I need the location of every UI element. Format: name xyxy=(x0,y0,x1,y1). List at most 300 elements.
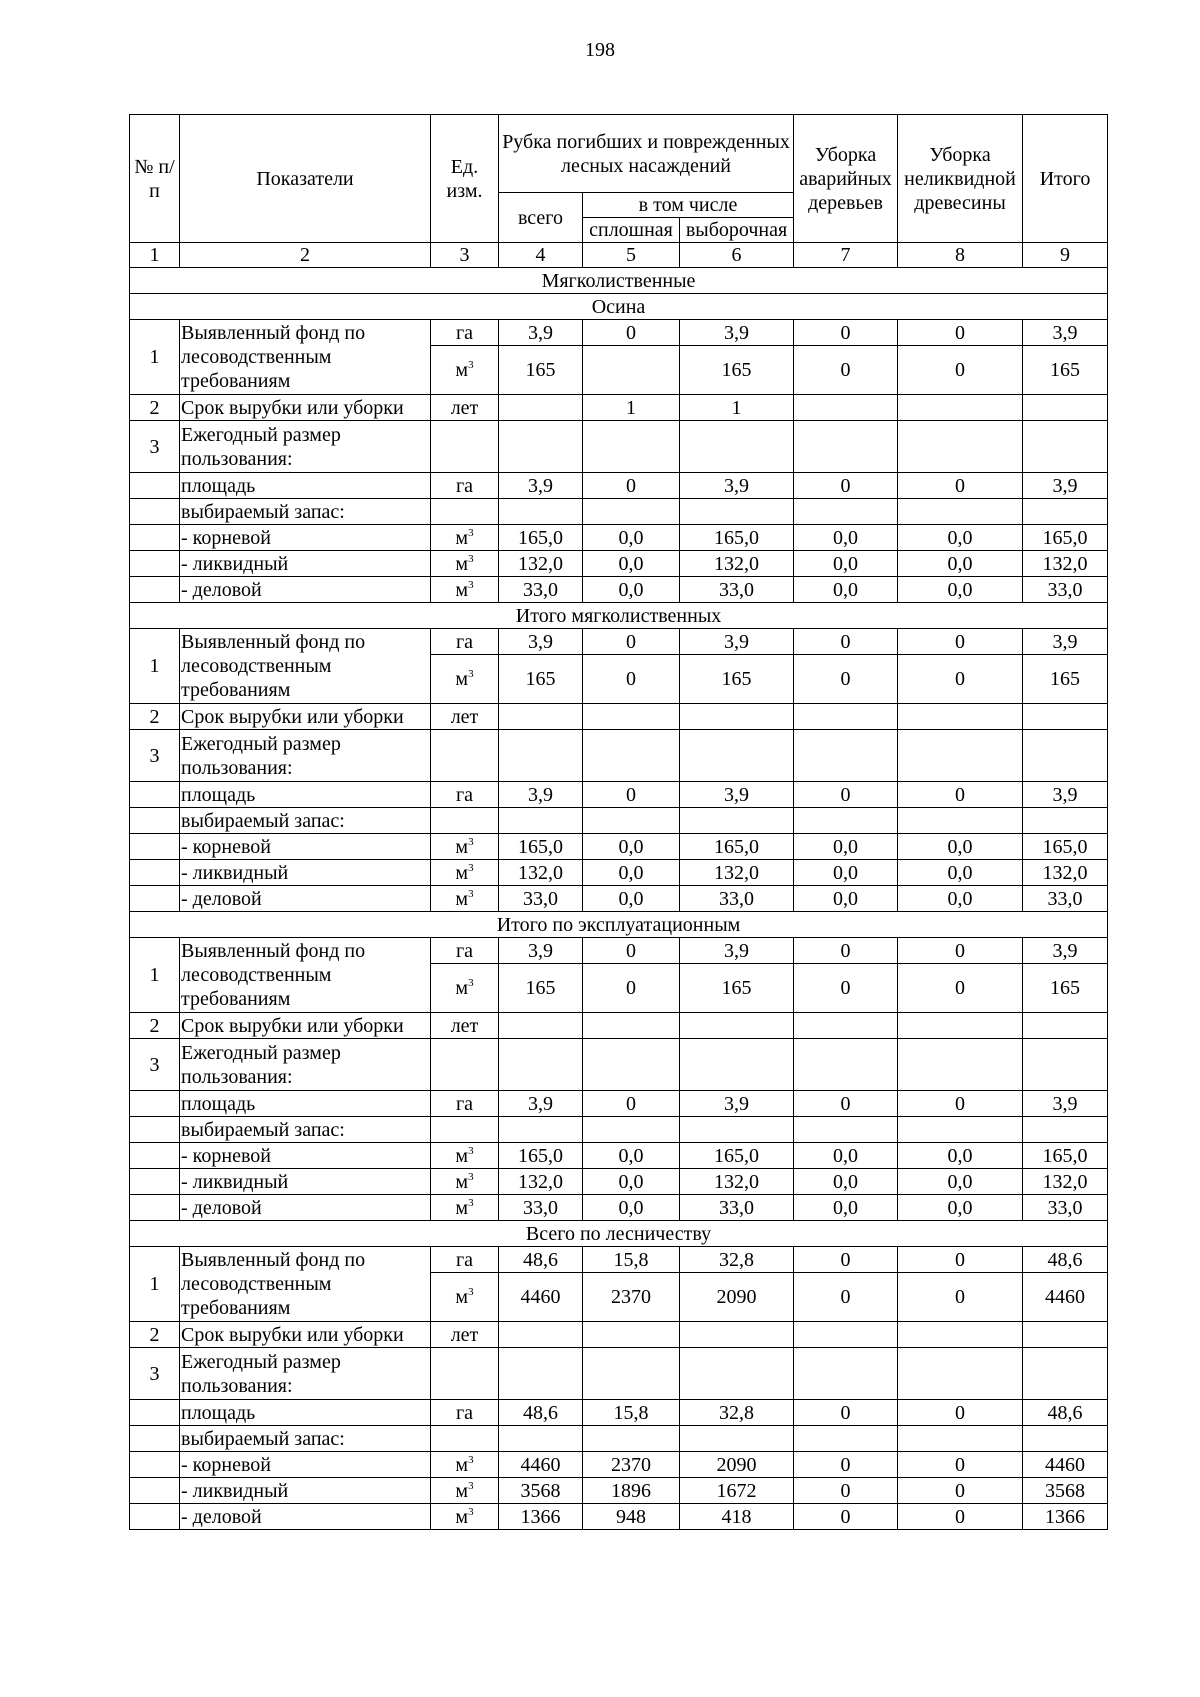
value-cell: 1 xyxy=(583,395,680,421)
empty-cell xyxy=(680,730,794,782)
row-number: 2 xyxy=(130,704,180,730)
value-cell: 3,9 xyxy=(499,320,583,346)
header-selective-felling: выборочная xyxy=(680,218,794,243)
indicator-label: Выявленный фонд по лесоводственным требованиям xyxy=(180,1247,431,1322)
unit-text: м xyxy=(455,1144,469,1167)
empty-cell xyxy=(431,808,499,834)
unit-superscript: 3 xyxy=(468,977,474,989)
unit-text: га xyxy=(455,783,474,806)
value-cell: 3,9 xyxy=(1023,1091,1108,1117)
value-cell: 2370 xyxy=(583,1273,680,1322)
unit-text: га xyxy=(455,1092,474,1115)
indicator-label: выбираемый запас: xyxy=(180,1426,431,1452)
unit-cell xyxy=(431,1169,499,1195)
value-cell: 33,0 xyxy=(499,577,583,603)
unit-cell xyxy=(431,886,499,912)
unit-cell xyxy=(431,834,499,860)
unit-cell xyxy=(431,1273,499,1322)
value-cell xyxy=(499,395,583,421)
row-number: 1 xyxy=(130,938,180,1013)
indicator-label: Выявленный фонд по лесоводственным требованиям xyxy=(180,629,431,704)
unit-superscript: 3 xyxy=(468,1196,474,1209)
table-row xyxy=(130,268,1108,294)
value-cell: 0 xyxy=(794,1273,898,1322)
unit-text: м xyxy=(455,887,469,910)
unit-cell xyxy=(431,1400,499,1426)
value-cell: 0 xyxy=(583,964,680,1013)
value-cell: 0 xyxy=(898,346,1023,395)
indicator-label: выбираемый запас: xyxy=(180,1117,431,1143)
unit-superscript: 3 xyxy=(468,1505,474,1518)
value-cell: 132,0 xyxy=(499,1169,583,1195)
value-cell: 132,0 xyxy=(499,860,583,886)
indicator-label: - ликвидный xyxy=(180,1478,431,1504)
table-row xyxy=(130,551,1108,577)
unit-superscript: 3 xyxy=(468,1170,474,1183)
empty-cell xyxy=(583,1426,680,1452)
header-grand-total: Итого xyxy=(1023,115,1108,243)
value-cell: 0 xyxy=(583,629,680,655)
value-cell: 132,0 xyxy=(1023,1169,1108,1195)
value-cell: 0 xyxy=(898,938,1023,964)
unit-cell xyxy=(431,704,499,730)
value-cell xyxy=(1023,1322,1108,1348)
indicator-label: - ликвидный xyxy=(180,551,431,577)
value-cell xyxy=(499,704,583,730)
empty-cell xyxy=(583,421,680,473)
indicator-label: - деловой xyxy=(180,886,431,912)
unit-text: га xyxy=(455,474,474,497)
header-clear-felling: сплошная xyxy=(583,218,680,243)
unit-text: м xyxy=(455,1505,469,1528)
unit-cell xyxy=(431,1195,499,1221)
empty-cell xyxy=(130,473,180,499)
empty-cell xyxy=(898,499,1023,525)
table-row xyxy=(130,1400,1108,1426)
empty-cell xyxy=(898,808,1023,834)
row-number: 3 xyxy=(130,730,180,782)
value-cell: 0 xyxy=(898,1247,1023,1273)
col-number-cell: 5 xyxy=(583,243,680,268)
value-cell: 0 xyxy=(794,1247,898,1273)
unit-cell xyxy=(431,346,499,395)
empty-cell xyxy=(680,808,794,834)
row-number: 2 xyxy=(130,1013,180,1039)
header-felling-group: Рубка погибших и поврежденных лесных насаждений xyxy=(499,115,794,193)
value-cell: 1 xyxy=(680,395,794,421)
value-cell: 165,0 xyxy=(1023,834,1108,860)
value-cell xyxy=(794,704,898,730)
value-cell: 0,0 xyxy=(898,1195,1023,1221)
value-cell: 132,0 xyxy=(680,1169,794,1195)
value-cell: 0,0 xyxy=(898,886,1023,912)
indicator-label: - корневой xyxy=(180,1452,431,1478)
value-cell: 3,9 xyxy=(1023,629,1108,655)
section-title: Мягколиственные xyxy=(130,268,1108,294)
indicator-label: Срок вырубки или уборки xyxy=(180,704,431,730)
table-row xyxy=(130,320,1108,346)
table-row xyxy=(130,782,1108,808)
unit-text: лет xyxy=(450,1014,479,1037)
empty-cell xyxy=(680,499,794,525)
empty-cell xyxy=(794,1348,898,1400)
unit-superscript: 3 xyxy=(468,1479,474,1492)
col-number-cell: 7 xyxy=(794,243,898,268)
empty-cell xyxy=(583,730,680,782)
value-cell: 0 xyxy=(794,320,898,346)
indicator-label: Ежегодный размер пользования: xyxy=(180,1348,431,1400)
value-cell xyxy=(1023,704,1108,730)
empty-cell xyxy=(130,1504,180,1530)
empty-cell xyxy=(499,1348,583,1400)
value-cell xyxy=(898,1322,1023,1348)
unit-text: м xyxy=(455,1170,469,1193)
empty-cell xyxy=(794,808,898,834)
empty-cell xyxy=(1023,499,1108,525)
empty-cell xyxy=(431,1348,499,1400)
empty-cell xyxy=(499,808,583,834)
table-row xyxy=(130,603,1108,629)
value-cell: 48,6 xyxy=(499,1247,583,1273)
value-cell xyxy=(680,704,794,730)
unit-text: га xyxy=(455,630,474,653)
unit-text: га xyxy=(455,1401,474,1424)
value-cell: 32,8 xyxy=(680,1247,794,1273)
value-cell: 0 xyxy=(898,1478,1023,1504)
value-cell: 3,9 xyxy=(680,938,794,964)
unit-cell xyxy=(431,1322,499,1348)
value-cell: 3,9 xyxy=(1023,473,1108,499)
value-cell: 0 xyxy=(583,473,680,499)
indicator-label: площадь xyxy=(180,782,431,808)
value-cell: 0 xyxy=(794,1478,898,1504)
value-cell: 33,0 xyxy=(1023,1195,1108,1221)
value-cell: 15,8 xyxy=(583,1247,680,1273)
unit-cell xyxy=(431,1091,499,1117)
unit-text: м xyxy=(455,977,469,999)
value-cell: 418 xyxy=(680,1504,794,1530)
value-cell: 0,0 xyxy=(583,860,680,886)
row-number: 3 xyxy=(130,1348,180,1400)
value-cell: 33,0 xyxy=(1023,577,1108,603)
indicator-label: Ежегодный размер пользования: xyxy=(180,1039,431,1091)
value-cell: 0 xyxy=(794,964,898,1013)
value-cell: 3568 xyxy=(499,1478,583,1504)
value-cell: 165,0 xyxy=(680,834,794,860)
empty-cell xyxy=(130,886,180,912)
empty-cell xyxy=(130,525,180,551)
value-cell: 0 xyxy=(898,1273,1023,1322)
empty-cell xyxy=(130,1426,180,1452)
value-cell: 165,0 xyxy=(680,525,794,551)
value-cell xyxy=(680,1322,794,1348)
value-cell: 4460 xyxy=(499,1452,583,1478)
unit-text: м xyxy=(455,526,469,549)
unit-superscript: 3 xyxy=(468,552,474,565)
unit-cell xyxy=(431,1452,499,1478)
empty-cell xyxy=(1023,1348,1108,1400)
empty-cell xyxy=(898,1426,1023,1452)
value-cell: 0 xyxy=(898,473,1023,499)
value-cell: 0,0 xyxy=(898,577,1023,603)
header-illiquid-wood: Уборка неликвидной древесины xyxy=(898,115,1023,243)
table-row xyxy=(130,1143,1108,1169)
value-cell: 165 xyxy=(680,346,794,395)
value-cell: 0,0 xyxy=(794,551,898,577)
value-cell: 0 xyxy=(794,346,898,395)
unit-cell xyxy=(431,473,499,499)
empty-cell xyxy=(431,1117,499,1143)
value-cell: 0,0 xyxy=(583,834,680,860)
indicator-label: Ежегодный размер пользования: xyxy=(180,421,431,473)
indicator-label: площадь xyxy=(180,1400,431,1426)
value-cell: 1366 xyxy=(499,1504,583,1530)
value-cell: 1366 xyxy=(1023,1504,1108,1530)
empty-cell xyxy=(1023,1426,1108,1452)
unit-cell xyxy=(431,1478,499,1504)
value-cell xyxy=(499,1013,583,1039)
value-cell: 165 xyxy=(499,346,583,395)
value-cell: 165 xyxy=(1023,964,1108,1013)
empty-cell xyxy=(130,860,180,886)
value-cell: 0 xyxy=(898,1400,1023,1426)
indicator-label: площадь xyxy=(180,473,431,499)
table-row xyxy=(130,1322,1108,1348)
value-cell: 165 xyxy=(499,964,583,1013)
header-including: в том числе xyxy=(583,193,794,218)
empty-cell xyxy=(583,808,680,834)
row-number: 1 xyxy=(130,1247,180,1322)
value-cell xyxy=(1023,395,1108,421)
indicator-label: Выявленный фонд по лесоводственным требованиям xyxy=(180,320,431,395)
value-cell: 3,9 xyxy=(1023,938,1108,964)
table-row xyxy=(130,808,1108,834)
value-cell: 165 xyxy=(680,655,794,704)
value-cell: 0 xyxy=(583,655,680,704)
unit-cell xyxy=(431,395,499,421)
indicator-label: Выявленный фонд по лесоводственным требованиям xyxy=(180,938,431,1013)
empty-cell xyxy=(130,834,180,860)
value-cell: 1896 xyxy=(583,1478,680,1504)
value-cell: 0 xyxy=(794,1452,898,1478)
value-cell: 0 xyxy=(583,1091,680,1117)
value-cell: 2090 xyxy=(680,1452,794,1478)
header-total-sub: всего xyxy=(499,193,583,243)
value-cell: 165 xyxy=(680,964,794,1013)
unit-superscript: 3 xyxy=(468,668,474,680)
value-cell: 165 xyxy=(499,655,583,704)
forest-use-table xyxy=(129,114,1108,1530)
value-cell: 0,0 xyxy=(898,525,1023,551)
col-number-cell: 6 xyxy=(680,243,794,268)
col-number-cell: 8 xyxy=(898,243,1023,268)
value-cell: 33,0 xyxy=(680,577,794,603)
table-row xyxy=(130,1091,1108,1117)
empty-cell xyxy=(583,499,680,525)
value-cell: 48,6 xyxy=(1023,1400,1108,1426)
value-cell: 0 xyxy=(898,1452,1023,1478)
unit-superscript: 3 xyxy=(468,1453,474,1466)
unit-cell xyxy=(431,551,499,577)
unit-text: м xyxy=(455,1479,469,1502)
indicator-label: выбираемый запас: xyxy=(180,808,431,834)
value-cell: 2370 xyxy=(583,1452,680,1478)
value-cell: 15,8 xyxy=(583,1400,680,1426)
value-cell: 0,0 xyxy=(583,1169,680,1195)
value-cell: 0 xyxy=(583,782,680,808)
value-cell: 33,0 xyxy=(680,886,794,912)
empty-cell xyxy=(130,1169,180,1195)
value-cell: 0,0 xyxy=(898,1169,1023,1195)
unit-superscript: 3 xyxy=(468,1286,474,1298)
table-row xyxy=(130,912,1108,938)
table-row xyxy=(130,1504,1108,1530)
unit-cell xyxy=(431,938,499,964)
value-cell: 165 xyxy=(1023,346,1108,395)
value-cell: 0 xyxy=(898,964,1023,1013)
unit-text: м xyxy=(455,1196,469,1219)
unit-cell xyxy=(431,860,499,886)
indicator-label: выбираемый запас: xyxy=(180,499,431,525)
value-cell: 132,0 xyxy=(1023,860,1108,886)
empty-cell xyxy=(499,421,583,473)
unit-superscript: 3 xyxy=(468,359,474,371)
value-cell: 0 xyxy=(794,1091,898,1117)
value-cell xyxy=(583,704,680,730)
value-cell: 0,0 xyxy=(898,551,1023,577)
empty-cell xyxy=(1023,1117,1108,1143)
value-cell: 33,0 xyxy=(1023,886,1108,912)
value-cell xyxy=(1023,1013,1108,1039)
indicator-label: - деловой xyxy=(180,577,431,603)
empty-cell xyxy=(499,1039,583,1091)
unit-cell xyxy=(431,1143,499,1169)
value-cell: 0,0 xyxy=(794,886,898,912)
unit-cell xyxy=(431,577,499,603)
row-number: 3 xyxy=(130,421,180,473)
value-cell: 948 xyxy=(583,1504,680,1530)
section-title: Итого мягколиственных xyxy=(130,603,1108,629)
value-cell: 0,0 xyxy=(794,525,898,551)
unit-superscript: 3 xyxy=(468,1144,474,1157)
table-row xyxy=(130,499,1108,525)
unit-superscript: 3 xyxy=(468,578,474,591)
table-row xyxy=(130,1221,1108,1247)
table-row xyxy=(130,525,1108,551)
empty-cell xyxy=(898,1348,1023,1400)
unit-text: м xyxy=(455,359,469,381)
unit-superscript: 3 xyxy=(468,526,474,539)
unit-superscript: 3 xyxy=(468,887,474,900)
unit-cell xyxy=(431,320,499,346)
table-row xyxy=(130,629,1108,655)
empty-cell xyxy=(130,1478,180,1504)
value-cell: 0,0 xyxy=(794,860,898,886)
value-cell: 165,0 xyxy=(680,1143,794,1169)
value-cell: 0 xyxy=(794,655,898,704)
value-cell: 3,9 xyxy=(680,320,794,346)
value-cell: 0,0 xyxy=(583,1143,680,1169)
value-cell: 132,0 xyxy=(1023,551,1108,577)
empty-cell xyxy=(794,1039,898,1091)
unit-text: м xyxy=(455,578,469,601)
unit-text: лет xyxy=(450,1323,479,1346)
empty-cell xyxy=(794,421,898,473)
value-cell: 0 xyxy=(794,473,898,499)
table-row xyxy=(130,730,1108,782)
unit-cell xyxy=(431,655,499,704)
table-row xyxy=(130,1039,1108,1091)
empty-cell xyxy=(1023,808,1108,834)
empty-cell xyxy=(583,1039,680,1091)
col-number-cell: 1 xyxy=(130,243,180,268)
empty-cell xyxy=(794,1117,898,1143)
value-cell: 3,9 xyxy=(499,473,583,499)
empty-cell xyxy=(794,499,898,525)
unit-cell xyxy=(431,782,499,808)
empty-cell xyxy=(898,421,1023,473)
indicator-label: Ежегодный размер пользования: xyxy=(180,730,431,782)
value-cell: 0 xyxy=(898,629,1023,655)
value-cell xyxy=(680,1013,794,1039)
unit-text: м xyxy=(455,835,469,858)
empty-cell xyxy=(431,421,499,473)
value-cell: 0,0 xyxy=(794,1169,898,1195)
value-cell: 32,8 xyxy=(680,1400,794,1426)
table-row xyxy=(130,1117,1108,1143)
value-cell: 3,9 xyxy=(680,1091,794,1117)
value-cell xyxy=(499,1322,583,1348)
empty-cell xyxy=(680,1117,794,1143)
table-row xyxy=(130,938,1108,964)
indicator-label: - деловой xyxy=(180,1504,431,1530)
value-cell: 165,0 xyxy=(499,525,583,551)
table-row xyxy=(130,1195,1108,1221)
value-cell xyxy=(794,1013,898,1039)
empty-cell xyxy=(680,1348,794,1400)
row-number: 3 xyxy=(130,1039,180,1091)
unit-text: м xyxy=(455,1286,469,1308)
section-title: Всего по лесничеству xyxy=(130,1221,1108,1247)
empty-cell xyxy=(431,1039,499,1091)
empty-cell xyxy=(130,808,180,834)
empty-cell xyxy=(499,499,583,525)
table-row xyxy=(130,1452,1108,1478)
value-cell xyxy=(794,1322,898,1348)
empty-cell xyxy=(431,730,499,782)
unit-cell xyxy=(431,964,499,1013)
unit-text: лет xyxy=(450,705,479,728)
col-number-cell: 9 xyxy=(1023,243,1108,268)
empty-cell xyxy=(130,782,180,808)
empty-cell xyxy=(431,1426,499,1452)
row-number: 1 xyxy=(130,629,180,704)
header-emergency-trees: Уборка аварийных деревьев xyxy=(794,115,898,243)
empty-cell xyxy=(130,1091,180,1117)
value-cell: 165,0 xyxy=(499,1143,583,1169)
empty-cell xyxy=(794,1426,898,1452)
empty-cell xyxy=(130,1400,180,1426)
value-cell: 0,0 xyxy=(794,834,898,860)
empty-cell xyxy=(898,730,1023,782)
table-row xyxy=(130,860,1108,886)
value-cell xyxy=(898,1013,1023,1039)
empty-cell xyxy=(898,1039,1023,1091)
value-cell: 0,0 xyxy=(898,834,1023,860)
value-cell: 0 xyxy=(898,655,1023,704)
value-cell: 0,0 xyxy=(583,551,680,577)
value-cell: 3,9 xyxy=(499,629,583,655)
